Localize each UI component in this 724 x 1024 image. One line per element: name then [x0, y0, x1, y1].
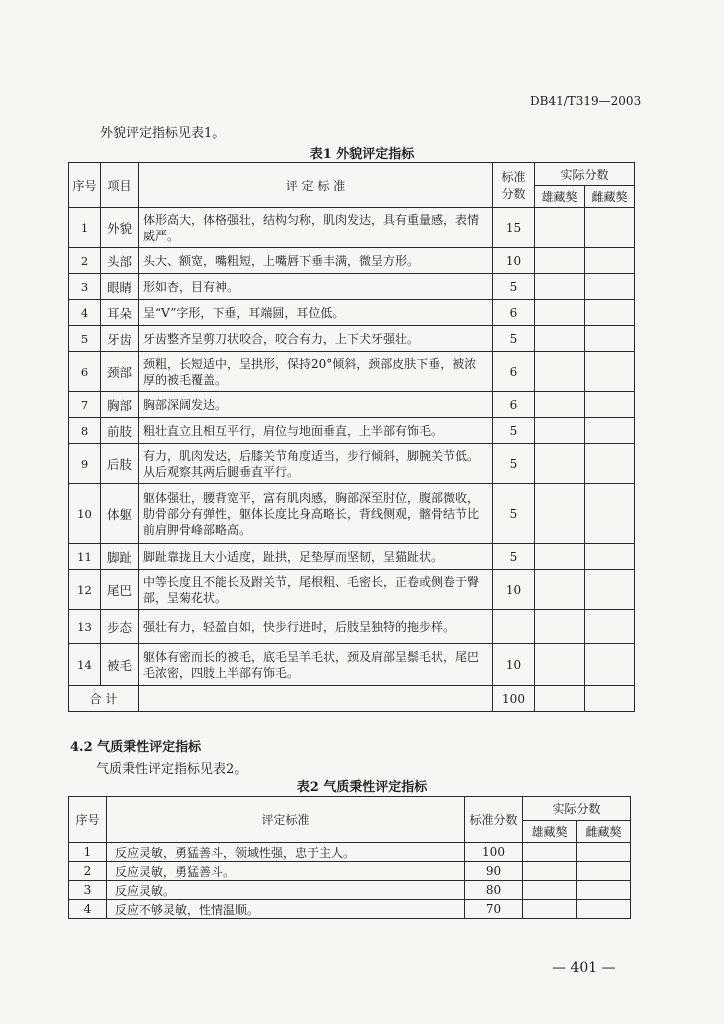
page-number: — 401 — — [552, 960, 616, 976]
table-row — [69, 352, 635, 392]
row-index: 7 — [69, 392, 101, 418]
row-score: 6 — [493, 392, 535, 418]
row-score: 5 — [493, 326, 535, 352]
row-index: 8 — [69, 418, 101, 444]
score-cell-female[interactable] — [585, 392, 635, 418]
row-score: 10 — [493, 570, 535, 610]
header-index: 序号 — [69, 797, 107, 843]
row-item: 头部 — [101, 248, 139, 274]
row-score — [493, 610, 535, 644]
total-score: 100 — [493, 686, 535, 712]
score-cell-female[interactable] — [577, 900, 631, 919]
row-item: 耳朵 — [101, 300, 139, 326]
table-row — [69, 644, 635, 686]
score-cell-male[interactable] — [535, 484, 585, 544]
row-index: 5 — [69, 326, 101, 352]
row-item: 眼睛 — [101, 274, 139, 300]
row-score: 70 — [465, 900, 523, 919]
header-item: 项目 — [101, 163, 139, 208]
appearance-table — [68, 162, 635, 712]
table-row — [69, 484, 635, 544]
row-score: 6 — [493, 300, 535, 326]
header-actual: 实际分数 — [535, 163, 635, 186]
row-index: 3 — [69, 274, 101, 300]
row-criteria: 形如杏，目有神。 — [139, 274, 493, 300]
header-actual: 实际分数 — [523, 797, 631, 821]
row-score: 5 — [493, 444, 535, 484]
row-index: 4 — [69, 900, 107, 919]
score-cell-male[interactable] — [535, 544, 585, 570]
table-row — [69, 900, 631, 919]
row-item: 胸部 — [101, 392, 139, 418]
row-score: 80 — [465, 881, 523, 900]
row-item: 牙齿 — [101, 326, 139, 352]
score-cell-female[interactable] — [585, 644, 635, 686]
header-male: 雄藏獒 — [535, 186, 585, 208]
header-male: 雄藏獒 — [523, 821, 577, 843]
temperament-table — [68, 796, 631, 919]
row-index: 10 — [69, 484, 101, 544]
row-criteria: 反应灵敏，勇猛善斗，领域性强，忠于主人。 — [107, 843, 465, 862]
row-item: 外貌 — [101, 208, 139, 248]
table1-intro: 外貌评定指标见表1。 — [100, 126, 226, 141]
row-criteria: 粗壮直立且相互平行，肩位与地面垂直，上半部有饰毛。 — [139, 418, 493, 444]
table2-caption: 表2 气质秉性评定指标 — [296, 780, 428, 795]
total-label: 合 计 — [69, 686, 139, 712]
row-criteria: 胸部深阔发达。 — [139, 392, 493, 418]
score-cell-male[interactable] — [523, 862, 577, 881]
header-score: 标准分数 — [493, 163, 535, 208]
total-row — [69, 686, 635, 712]
header-criteria: 评 定 标 准 — [139, 163, 493, 208]
score-cell-female[interactable] — [585, 444, 635, 484]
row-score: 6 — [493, 352, 535, 392]
score-cell-male[interactable] — [535, 300, 585, 326]
row-item: 被毛 — [101, 644, 139, 686]
row-score: 5 — [493, 544, 535, 570]
score-cell-female[interactable] — [585, 326, 635, 352]
section-heading: 4.2 气质秉性评定指标 — [70, 740, 202, 755]
header-female: 雌藏獒 — [577, 821, 631, 843]
total-criteria-cell — [139, 686, 493, 712]
row-criteria: 头大、额宽，嘴粗短，上嘴唇下垂丰满，微呈方形。 — [139, 248, 493, 274]
row-criteria: 反应灵敏，勇猛善斗。 — [107, 862, 465, 881]
row-criteria: 体形高大，体格强壮，结构匀称，肌肉发达，具有重量感，表情威严。 — [139, 208, 493, 248]
row-criteria: 躯体有密而长的被毛，底毛呈羊毛状，颈及肩部呈鬃毛状，尾巴毛浓密，四肢上半部有饰毛。 — [139, 644, 493, 686]
row-index: 14 — [69, 644, 101, 686]
score-cell-male[interactable] — [535, 326, 585, 352]
row-item: 后肢 — [101, 444, 139, 484]
row-score: 10 — [493, 644, 535, 686]
score-cell-male[interactable] — [535, 274, 585, 300]
document-code: DB41/T319—2003 — [530, 94, 642, 108]
row-score: 5 — [493, 274, 535, 300]
row-index: 2 — [69, 862, 107, 881]
row-index: 6 — [69, 352, 101, 392]
score-cell-male[interactable] — [535, 418, 585, 444]
row-item: 体躯 — [101, 484, 139, 544]
score-cell-female[interactable] — [585, 248, 635, 274]
score-cell-male[interactable] — [535, 248, 585, 274]
score-cell-male[interactable] — [535, 610, 585, 644]
score-cell-female[interactable] — [585, 208, 635, 248]
score-cell-male[interactable] — [535, 352, 585, 392]
row-index: 3 — [69, 881, 107, 900]
table-row — [69, 300, 635, 326]
header-index: 序号 — [69, 163, 101, 208]
table-row — [69, 274, 635, 300]
row-criteria: 呈“V”字形，下垂，耳端圆，耳位低。 — [139, 300, 493, 326]
table-row — [69, 862, 631, 881]
row-index: 13 — [69, 610, 101, 644]
score-cell-female[interactable] — [577, 862, 631, 881]
row-item: 尾巴 — [101, 570, 139, 610]
table-row — [69, 610, 635, 644]
row-index: 12 — [69, 570, 101, 610]
table-row — [69, 881, 631, 900]
score-cell-male[interactable] — [523, 900, 577, 919]
row-item: 步态 — [101, 610, 139, 644]
score-cell-male[interactable] — [535, 644, 585, 686]
row-score: 100 — [465, 843, 523, 862]
table-row — [69, 248, 635, 274]
header-female: 雌藏獒 — [585, 186, 635, 208]
table-row — [69, 570, 635, 610]
header-criteria: 评定标准 — [107, 797, 465, 843]
table-row — [69, 418, 635, 444]
score-cell-female[interactable] — [585, 418, 635, 444]
score-cell-female[interactable] — [577, 881, 631, 900]
row-criteria: 脚趾靠拢且大小适度，趾拱，足垫厚而坚韧，呈猫趾状。 — [139, 544, 493, 570]
row-criteria: 中等长度且不能长及跗关节，尾根粗、毛密长，正卷或侧卷于臀部，呈菊花状。 — [139, 570, 493, 610]
row-criteria: 反应灵敏。 — [107, 881, 465, 900]
row-score: 5 — [493, 484, 535, 544]
table-row — [69, 544, 635, 570]
row-criteria: 有力，肌肉发达，后膝关节角度适当，步行倾斜，脚腕关节低。从后观察其两后腿垂直平行。 — [139, 444, 493, 484]
total-cell-female[interactable] — [585, 686, 635, 712]
table-row — [69, 444, 635, 484]
row-criteria: 牙齿整齐呈剪刀状咬合，咬合有力，上下犬牙强壮。 — [139, 326, 493, 352]
row-score: 90 — [465, 862, 523, 881]
row-criteria: 强壮有力，轻盈自如，快步行进时，后肢呈独特的拖步样。 — [139, 610, 493, 644]
row-item: 颈部 — [101, 352, 139, 392]
table-row — [69, 208, 635, 248]
row-index: 2 — [69, 248, 101, 274]
header-score: 标准分数 — [465, 797, 523, 843]
score-cell-male[interactable] — [535, 444, 585, 484]
score-cell-female[interactable] — [585, 352, 635, 392]
row-criteria: 反应不够灵敏，性情温顺。 — [107, 900, 465, 919]
table-row — [69, 843, 631, 862]
score-cell-female[interactable] — [585, 484, 635, 544]
score-cell-female[interactable] — [585, 274, 635, 300]
table-row — [69, 326, 635, 352]
row-criteria: 躯体强壮，腰背宽平，富有肌肉感，胸部深至肘位，腹部微收，肋骨部分有弹性，躯体长度比身高略长，背线侧观，髂骨结节比前肩胛骨峰部略高。 — [139, 484, 493, 544]
row-index: 4 — [69, 300, 101, 326]
row-score: 15 — [493, 208, 535, 248]
row-item: 脚趾 — [101, 544, 139, 570]
row-criteria: 颈粗，长短适中，呈拱形，保持20°倾斜，颈部皮肤下垂，被浓厚的被毛覆盖。 — [139, 352, 493, 392]
score-cell-male[interactable] — [523, 881, 577, 900]
score-cell-male[interactable] — [535, 208, 585, 248]
table2-intro: 气质秉性评定指标见表2。 — [96, 762, 248, 777]
score-cell-female[interactable] — [585, 610, 635, 644]
row-index: 1 — [69, 843, 107, 862]
row-index: 11 — [69, 544, 101, 570]
row-score: 5 — [493, 418, 535, 444]
score-cell-female[interactable] — [585, 570, 635, 610]
total-cell-male[interactable] — [535, 686, 585, 712]
row-index: 1 — [69, 208, 101, 248]
score-cell-male[interactable] — [535, 392, 585, 418]
score-cell-male[interactable] — [523, 843, 577, 862]
score-cell-male[interactable] — [535, 570, 585, 610]
table-row — [69, 392, 635, 418]
table1-caption: 表1 外貌评定指标 — [309, 147, 415, 162]
score-cell-female[interactable] — [585, 300, 635, 326]
row-item: 前肢 — [101, 418, 139, 444]
score-cell-female[interactable] — [577, 843, 631, 862]
row-index: 9 — [69, 444, 101, 484]
score-cell-female[interactable] — [585, 544, 635, 570]
row-score: 10 — [493, 248, 535, 274]
